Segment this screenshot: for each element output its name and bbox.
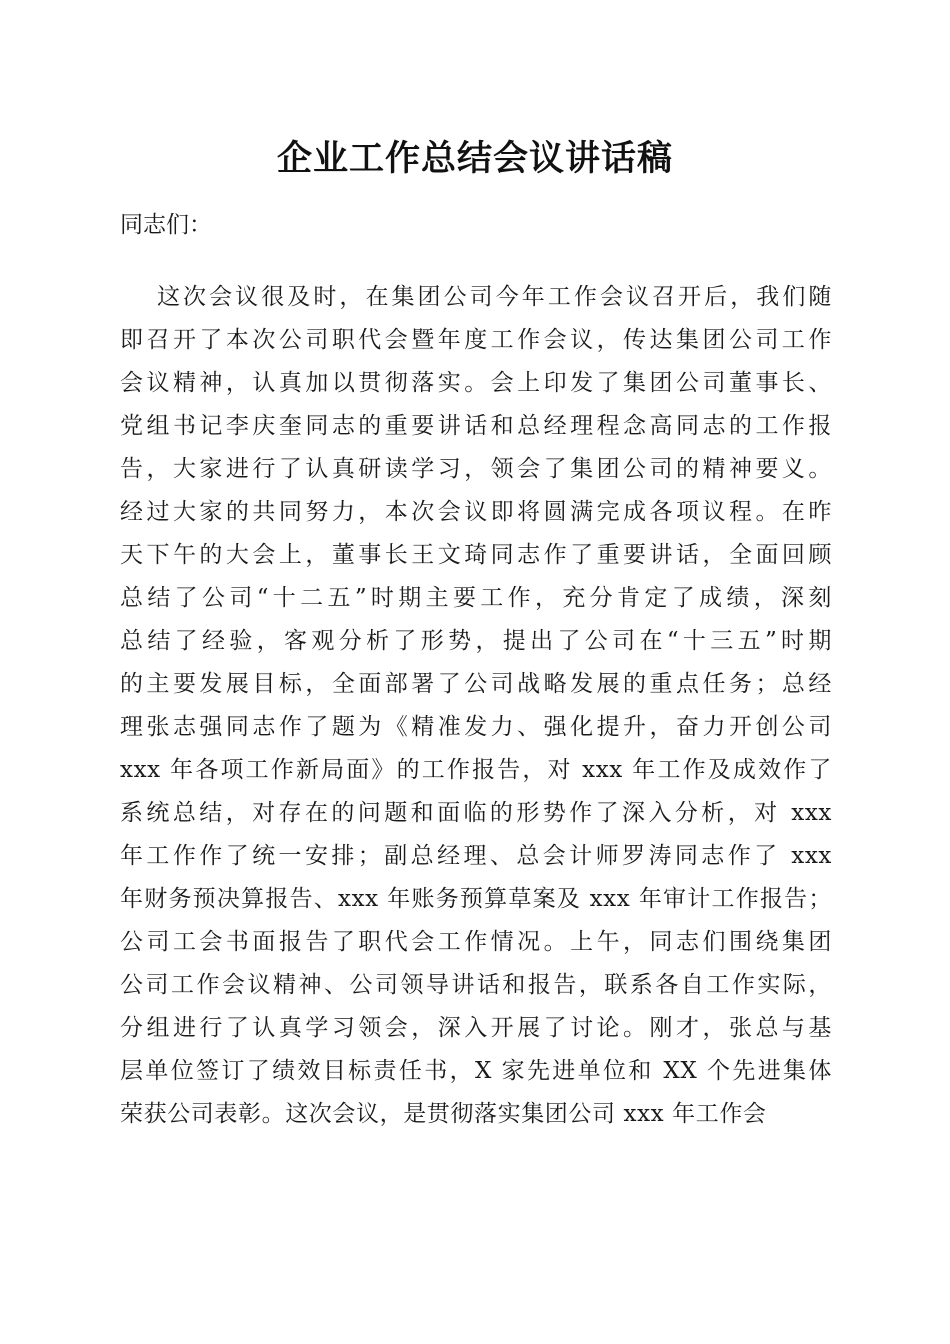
text-line: 层单位签订了绩效目标责任书，X 家先进单位和 XX 个先进集体 [120,1058,832,1084]
text-line: 年财务预决算报告、xxx 年账务预算草案及 xxx 年审计工作报告； [120,886,832,912]
text-line: 荣获公司表彰。这次会议，是贯彻落实集团公司 xxx 年工作会 [120,1101,767,1127]
text-line: 总结了经验，客观分析了形势，提出了公司在“十三五”时期 [120,628,832,654]
text-line: 公司工作会议精神、公司领导讲话和报告，联系各自工作实际， [120,972,832,998]
text-line: 这次会议很及时，在集团公司今年工作会议召开后，我们随 [157,284,832,310]
text-line: xxx 年各项工作新局面》的工作报告，对 xxx 年工作及成效作了 [120,757,832,783]
text-line: 理张志强同志作了题为《精准发力、强化提升，奋力开创公司 [120,714,832,740]
text-line: 系统总结，对存在的问题和面临的形势作了深入分析，对 xxx [120,800,832,826]
text-line: 年工作作了统一安排；副总经理、总会计师罗涛同志作了 xxx [120,843,832,869]
text-line: 党组书记李庆奎同志的重要讲话和总经理程念高同志的工作报 [120,413,832,439]
document-title: 企业工作总结会议讲话稿 [276,138,673,179]
salutation: 同志们： [120,212,212,238]
text-line: 天下午的大会上，董事长王文琦同志作了重要讲话，全面回顾 [120,542,832,568]
speech-body [120,276,832,1136]
text-line: 的主要发展目标，全面部署了公司战略发展的重点任务；总经 [120,671,832,697]
text-line: 告，大家进行了认真研读学习，领会了集团公司的精神要义。 [120,456,832,482]
text-line: 总结了公司“十二五”时期主要工作，充分肯定了成绩，深刻 [120,585,832,611]
text-line: 公司工会书面报告了职代会工作情况。上午，同志们围绕集团 [120,929,832,955]
text-line: 分组进行了认真学习领会，深入开展了讨论。刚才，张总与基 [120,1015,832,1041]
text-line: 经过大家的共同努力，本次会议即将圆满完成各项议程。在昨 [120,499,832,525]
text-line: 即召开了本次公司职代会暨年度工作会议，传达集团公司工作 [120,327,832,353]
text-line: 会议精神，认真加以贯彻落实。会上印发了集团公司董事长、 [120,370,832,396]
